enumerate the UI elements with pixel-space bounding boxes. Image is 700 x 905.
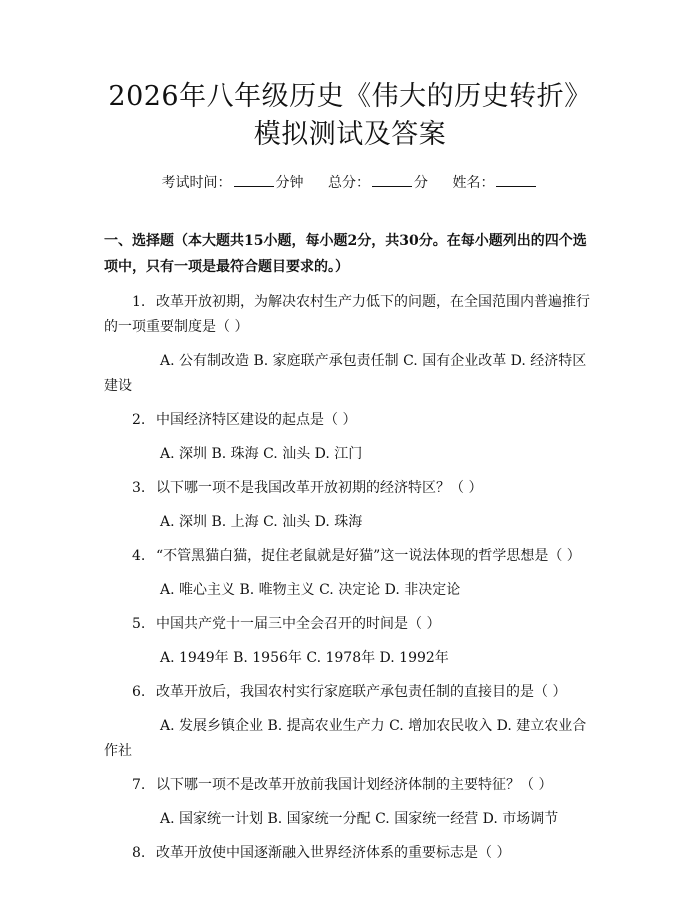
question-options: A. 深圳 B. 珠海 C. 汕头 D. 江门: [160, 446, 363, 462]
total-score-label: 总分：: [328, 175, 370, 191]
question-text: 中国经济特区建设的起点是（ ）: [156, 412, 357, 428]
question-stem: [104, 476, 596, 501]
question-item: [104, 612, 596, 671]
question-stem: [104, 290, 596, 340]
question-options: A. 国家统一计划 B. 国家统一分配 C. 国家统一经营 D. 市场调节: [160, 811, 559, 827]
question-item: [104, 841, 596, 866]
question-number: 2.: [132, 412, 146, 428]
question-item: [104, 408, 596, 467]
question-options: A. 1949年 B. 1956年 C. 1978年 D. 1992年: [160, 650, 449, 666]
question-number: 7.: [132, 777, 146, 793]
student-name-field: [452, 172, 538, 194]
total-score-blank: [372, 172, 412, 187]
question-number: 8.: [132, 845, 146, 861]
question-stem: [104, 773, 596, 798]
question-number: 5.: [132, 616, 146, 632]
question-stem: [104, 408, 596, 433]
question-item: [104, 476, 596, 535]
question-options: A. 唯心主义 B. 唯物主义 C. 决定论 D. 非决定论: [160, 582, 461, 598]
question-number: 1.: [132, 294, 146, 310]
question-text: 以下哪一项不是改革开放前我国计划经济体制的主要特征？（ ）: [156, 777, 553, 793]
question-number: 6.: [132, 684, 146, 700]
question-number: 3.: [132, 480, 146, 496]
question-text: “不管黑猫白猫，捉住老鼠就是好猫”这一说法体现的哲学思想是（ ）: [156, 548, 581, 564]
section-heading: 一、选择题（本大题共15小题，每小题2分，共30分。在每小题列出的四个选项中，只有一项是最符合题目要求的。）: [104, 233, 587, 275]
question-text: 中国共产党十一届三中全会召开的时间是（ ）: [156, 616, 441, 632]
question-text: 改革开放使中国逐渐融入世界经济体系的重要标志是（ ）: [156, 845, 511, 861]
question-stem: [104, 612, 596, 637]
question-item: [104, 290, 596, 399]
question-stem: [104, 841, 596, 866]
document-title: 2026年八年级历史《伟大的历史转折》模拟测试及答案: [108, 81, 592, 150]
question-text: 改革开放初期，为解决农村生产力低下的问题，在全国范围内普遍推行的一项重要制度是（ ）: [104, 294, 590, 335]
total-score-field: [328, 172, 428, 194]
question-text: 以下哪一项不是我国改革开放初期的经济特区？（ ）: [156, 480, 483, 496]
question-options: A. 公有制改造 B. 家庭联产承包责任制 C. 国有企业改革 D. 经济特区建设: [104, 353, 587, 394]
question-item: [104, 773, 596, 832]
total-score-unit: 分: [414, 175, 428, 191]
question-number: 4.: [132, 548, 146, 564]
exam-time-unit: 分钟: [275, 175, 304, 191]
question-stem: [104, 680, 596, 705]
question-text: 改革开放后，我国农村实行家庭联产承包责任制的直接目的是（ ）: [156, 684, 567, 700]
question-stem: [104, 544, 596, 569]
exam-time-blank: [234, 172, 274, 187]
question-item: [104, 680, 596, 764]
exam-time-field: [162, 172, 304, 194]
student-name-label: 姓名：: [452, 175, 495, 191]
question-item: [104, 544, 596, 603]
question-list: [104, 290, 596, 866]
exam-time-label: 考试时间：: [161, 175, 232, 191]
question-options: A. 发展乡镇企业 B. 提高农业生产力 C. 增加农民收入 D. 建立农业合作社: [104, 718, 587, 759]
question-options: A. 深圳 B. 上海 C. 汕头 D. 珠海: [160, 514, 363, 530]
exam-info-line: [104, 172, 596, 194]
student-name-blank: [496, 172, 536, 187]
